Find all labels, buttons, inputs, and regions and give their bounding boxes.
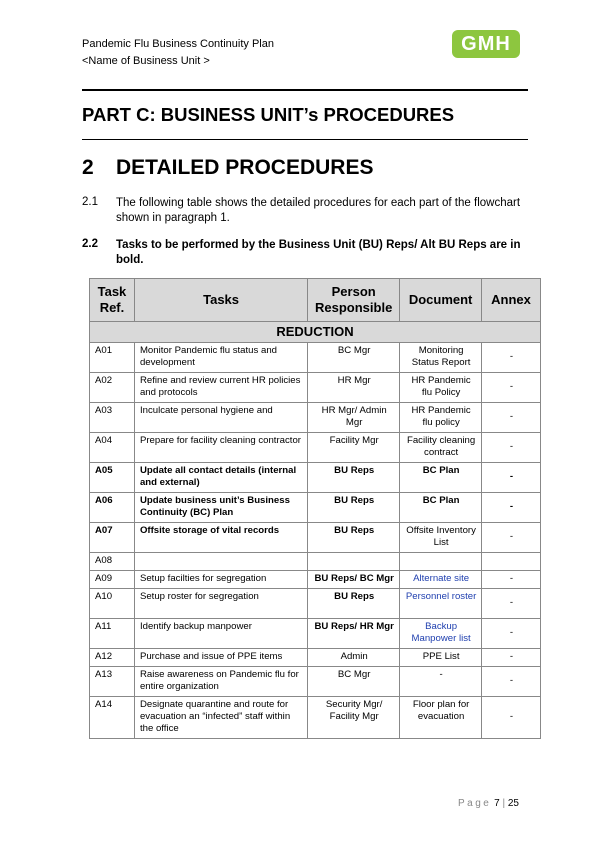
header-person-responsible: Person Responsible <box>308 279 400 322</box>
table-row <box>90 373 541 403</box>
person: BU Reps <box>308 589 400 619</box>
part-divider <box>82 139 528 140</box>
part-heading: PART C: BUSINESS UNIT’s PROCEDURES <box>82 104 455 125</box>
document: Floor plan for evacuation <box>400 697 482 739</box>
annex: - <box>482 589 541 619</box>
task-ref: A06 <box>90 493 135 523</box>
person: BU Reps <box>308 463 400 493</box>
document: HR Pandemic flu Policy <box>400 373 482 403</box>
task-desc: Refine and review current HR policies and protocols <box>134 373 307 403</box>
task-desc: Update all contact details (internal and external) <box>134 463 307 493</box>
annex: - <box>482 619 541 649</box>
table-row <box>90 589 541 619</box>
person <box>308 553 400 571</box>
header-divider <box>82 89 528 91</box>
table-row <box>90 571 541 589</box>
header-document: Document <box>400 279 482 322</box>
table-row <box>90 697 541 739</box>
table-row <box>90 343 541 373</box>
person: BU Reps <box>308 493 400 523</box>
annex: - <box>482 373 541 403</box>
document: Monitoring Status Report <box>400 343 482 373</box>
document: Alternate site <box>400 571 482 589</box>
table-row <box>90 433 541 463</box>
task-ref: A13 <box>90 667 135 697</box>
page-separator: | <box>502 798 506 809</box>
document: - <box>400 667 482 697</box>
task-ref: A03 <box>90 403 135 433</box>
task-ref: A02 <box>90 373 135 403</box>
annex <box>482 553 541 571</box>
header-task-ref: Task Ref. <box>90 279 135 322</box>
task-desc: Raise awareness on Pandemic flu for entire organization <box>134 667 307 697</box>
document: Backup Manpower list <box>400 619 482 649</box>
document: BC Plan <box>400 493 482 523</box>
annex: - <box>482 343 541 373</box>
task-ref: A12 <box>90 649 135 667</box>
table-row <box>90 553 541 571</box>
page-total: 25 <box>507 798 519 809</box>
task-desc: Monitor Pandemic flu status and development <box>134 343 307 373</box>
task-desc: Setup roster for segregation <box>134 589 307 619</box>
header-business-unit: <Name of Business Unit > <box>82 55 210 67</box>
paragraph-text: Tasks to be performed by the Business Unit (BU) Reps/ Alt BU Reps are in bold. <box>116 239 521 266</box>
annex: - <box>482 463 541 493</box>
task-desc: Update business unit’s Business Continuity (BC) Plan <box>134 493 307 523</box>
header-annex: Annex <box>482 279 541 322</box>
table-row <box>90 523 541 553</box>
task-ref: A08 <box>90 553 135 571</box>
person: BU Reps/ HR Mgr <box>308 619 400 649</box>
table-row <box>90 463 541 493</box>
annex: - <box>482 493 541 523</box>
page-number: 7 <box>494 798 500 809</box>
task-desc: Offsite storage of vital records <box>134 523 307 553</box>
task-desc <box>134 553 307 571</box>
task-ref: A07 <box>90 523 135 553</box>
task-desc: Inculcate personal hygiene and <box>134 403 307 433</box>
page-word: Page <box>458 798 492 809</box>
annex: - <box>482 649 541 667</box>
task-desc: Identify backup manpower <box>134 619 307 649</box>
task-ref: A04 <box>90 433 135 463</box>
document: HR Pandemic flu policy <box>400 403 482 433</box>
person: Security Mgr/ Facility Mgr <box>308 697 400 739</box>
header-tasks: Tasks <box>134 279 307 322</box>
task-ref: A11 <box>90 619 135 649</box>
paragraph-number: 2.2 <box>82 238 98 250</box>
gmh-logo: GMH <box>452 30 520 58</box>
paragraph-number: 2.1 <box>82 196 98 208</box>
document: Facility cleaning contract <box>400 433 482 463</box>
document: Offsite Inventory List <box>400 523 482 553</box>
table-row <box>90 403 541 433</box>
task-ref: A05 <box>90 463 135 493</box>
person: Admin <box>308 649 400 667</box>
document: PPE List <box>400 649 482 667</box>
annex: - <box>482 433 541 463</box>
person: BU Reps <box>308 523 400 553</box>
procedures-table <box>89 278 541 739</box>
task-ref: A01 <box>90 343 135 373</box>
document <box>400 553 482 571</box>
table-row <box>90 649 541 667</box>
section-title: DETAILED PROCEDURES <box>116 156 374 179</box>
person: HR Mgr <box>308 373 400 403</box>
task-ref: A09 <box>90 571 135 589</box>
person: BC Mgr <box>308 667 400 697</box>
task-desc: Purchase and issue of PPE items <box>134 649 307 667</box>
task-ref: A14 <box>90 697 135 739</box>
person: BU Reps/ BC Mgr <box>308 571 400 589</box>
paragraph-text: The following table shows the detailed procedures for each part of the flowchart shown in paragraph 1. <box>116 197 521 224</box>
task-ref: A10 <box>90 589 135 619</box>
annex: - <box>482 697 541 739</box>
page-footer <box>458 798 519 809</box>
person: HR Mgr/ Admin Mgr <box>308 403 400 433</box>
task-desc: Prepare for facility cleaning contractor <box>134 433 307 463</box>
person: Facility Mgr <box>308 433 400 463</box>
person: BC Mgr <box>308 343 400 373</box>
annex: - <box>482 523 541 553</box>
table-row <box>90 667 541 697</box>
table-row <box>90 493 541 523</box>
annex: - <box>482 571 541 589</box>
annex: - <box>482 667 541 697</box>
table-row <box>90 619 541 649</box>
document: BC Plan <box>400 463 482 493</box>
section-row-reduction: REDUCTION <box>90 322 541 343</box>
task-desc: Setup facilties for segregation <box>134 571 307 589</box>
annex: - <box>482 403 541 433</box>
header-plan-title: Pandemic Flu Business Continuity Plan <box>82 38 274 50</box>
task-desc: Designate quarantine and route for evacuation an “infected” staff within the office <box>134 697 307 739</box>
document: Personnel roster <box>400 589 482 619</box>
section-number: 2 <box>82 156 94 179</box>
